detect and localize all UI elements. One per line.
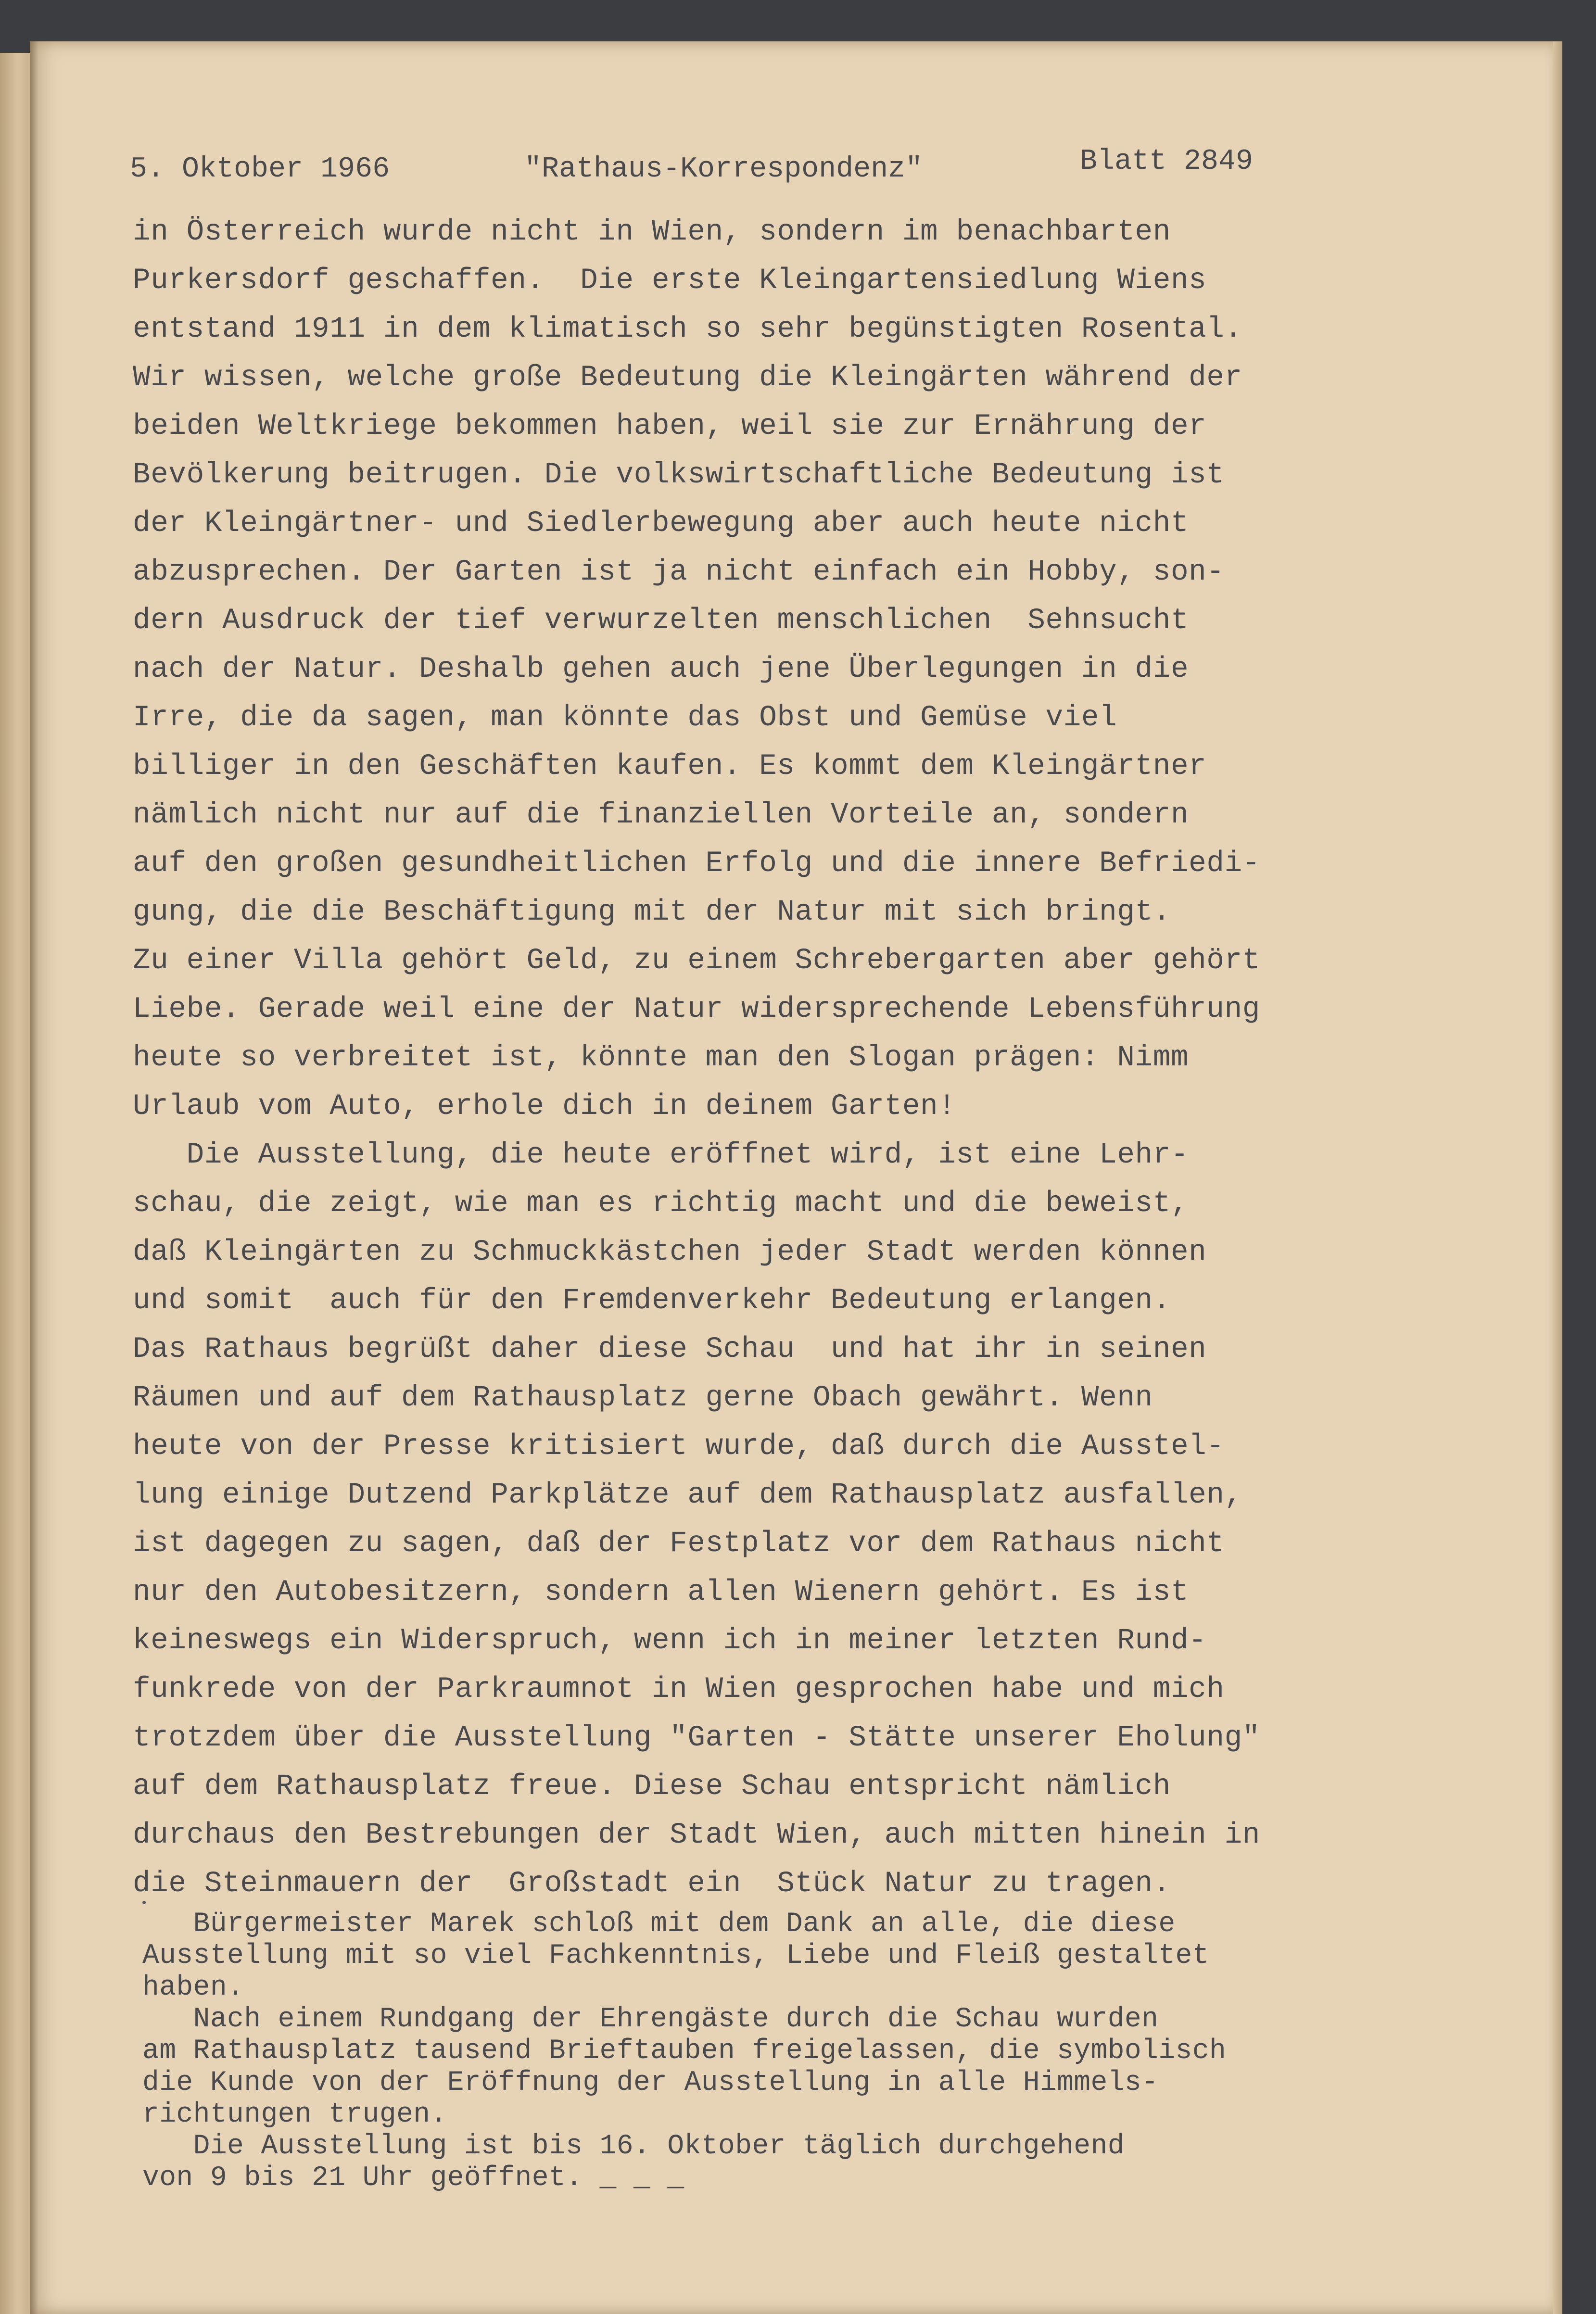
body-line: Urlaub vom Auto, erhole dich in deinem Garten!	[133, 1090, 956, 1123]
body-line: nach der Natur. Deshalb gehen auch jene Überlegungen in die	[133, 653, 1189, 686]
body-line: Zu einer Villa gehört Geld, zu einem Schrebergarten aber gehört	[133, 944, 1260, 977]
closing-line: Die Ausstellung ist bis 16. Oktober täglich durchgehend	[142, 2131, 1125, 2162]
body-line: dern Ausdruck der tief verwurzelten menschlichen Sehnsucht	[133, 604, 1189, 637]
body-line: Wir wissen, welche große Bedeutung die Kleingärten während der	[133, 361, 1242, 394]
body-line: abzusprechen. Der Garten ist ja nicht einfach ein Hobby, son-	[133, 556, 1225, 589]
body-line: heute von der Presse kritisiert wurde, daß durch die Ausstel-	[133, 1430, 1225, 1463]
body-line: auf dem Rathausplatz freue. Diese Schau entspricht nämlich	[133, 1770, 1171, 1803]
body-line: durchaus den Bestrebungen der Stadt Wien, auch mitten hinein in	[133, 1819, 1260, 1852]
closing-line: Ausstellung mit so viel Fachkenntnis, Liebe und Fleiß gestaltet	[142, 1940, 1209, 1972]
body-line: Irre, die da sagen, man könnte das Obst und Gemüse viel	[133, 701, 1117, 734]
body-line: daß Kleingärten zu Schmuckkästchen jeder Stadt werden können	[133, 1236, 1207, 1269]
body-line: auf den großen gesundheitlichen Erfolg und die innere Befriedi-	[133, 847, 1260, 880]
closing-line: richtungen trugen.	[142, 2099, 447, 2130]
body-line: Räumen und auf dem Rathausplatz gerne Obach gewährt. Wenn	[133, 1381, 1153, 1415]
body-line: gung, die die Beschäftigung mit der Natur mit sich bringt.	[133, 896, 1171, 929]
closing-line: Nach einem Rundgang der Ehrengäste durch die Schau wurden	[142, 2004, 1159, 2035]
closing-line: die Kunde von der Eröffnung der Ausstellung in alle Himmels-	[142, 2067, 1159, 2099]
body-line: Bevölkerung beitrugen. Die volkswirtschaftliche Bedeutung ist	[133, 458, 1225, 492]
left-page-edge	[0, 53, 30, 2314]
body-line: in Österreich wurde nicht in Wien, sondern im benachbarten	[133, 215, 1171, 249]
header-date: 5. Oktober 1966	[130, 153, 390, 186]
closing-line: am Rathausplatz tausend Brieftauben freigelassen, die symbolisch	[142, 2036, 1227, 2067]
body-line: lung einige Dutzend Parkplätze auf dem Rathausplatz ausfallen,	[133, 1479, 1242, 1512]
body-line: die Steinmauern der Großstadt ein Stück Natur zu tragen.	[133, 1867, 1171, 1900]
closing-line: haben.	[142, 1972, 244, 2003]
body-line: Die Ausstellung, die heute eröffnet wird, ist eine Lehr-	[133, 1138, 1189, 1172]
body-line: nur den Autobesitzern, sondern allen Wienern gehört. Es ist	[133, 1576, 1189, 1609]
body-line: billiger in den Geschäften kaufen. Es kommt dem Kleingärtner	[133, 750, 1207, 783]
closing-line: Bürgermeister Marek schloß mit dem Dank an alle, die diese	[142, 1909, 1176, 1940]
body-line: und somit auch für den Fremdenverkehr Bedeutung erlangen.	[133, 1284, 1171, 1317]
fold-shadow	[30, 41, 38, 2314]
body-line: Purkersdorf geschaffen. Die erste Kleingartensiedlung Wiens	[133, 264, 1207, 297]
header-sheet-number: Blatt 2849	[1080, 145, 1254, 178]
ink-speck	[142, 1901, 146, 1904]
body-line: schau, die zeigt, wie man es richtig macht und die beweist,	[133, 1187, 1189, 1220]
body-line: nämlich nicht nur auf die finanziellen Vorteile an, sondern	[133, 798, 1189, 832]
body-line: Das Rathaus begrüßt daher diese Schau und hat ihr in seinen	[133, 1333, 1207, 1366]
body-line: keineswegs ein Widerspruch, wenn ich in meiner letzten Rund-	[133, 1624, 1207, 1657]
body-line: trotzdem über die Ausstellung "Garten - Stätte unserer Eholung"	[133, 1721, 1260, 1755]
body-line: heute so verbreitet ist, könnte man den Slogan prägen: Nimm	[133, 1041, 1189, 1075]
body-line: beiden Weltkriege bekommen haben, weil sie zur Ernährung der	[133, 410, 1207, 443]
body-line: ist dagegen zu sagen, daß der Festplatz vor dem Rathaus nicht	[133, 1527, 1225, 1560]
header-publication-title: "Rathaus-Korrespondenz"	[524, 153, 923, 186]
right-page-edge	[1553, 41, 1562, 2314]
body-line: Liebe. Gerade weil eine der Natur widersprechende Lebensführung	[133, 993, 1260, 1026]
body-line: funkrede von der Parkraumnot in Wien gesprochen habe und mich	[133, 1673, 1225, 1706]
closing-line: von 9 bis 21 Uhr geöffnet. _ _ _	[142, 2162, 684, 2194]
body-line: der Kleingärtner- und Siedlerbewegung aber auch heute nicht	[133, 507, 1189, 540]
body-line: entstand 1911 in dem klimatisch so sehr begünstigten Rosental.	[133, 313, 1242, 346]
